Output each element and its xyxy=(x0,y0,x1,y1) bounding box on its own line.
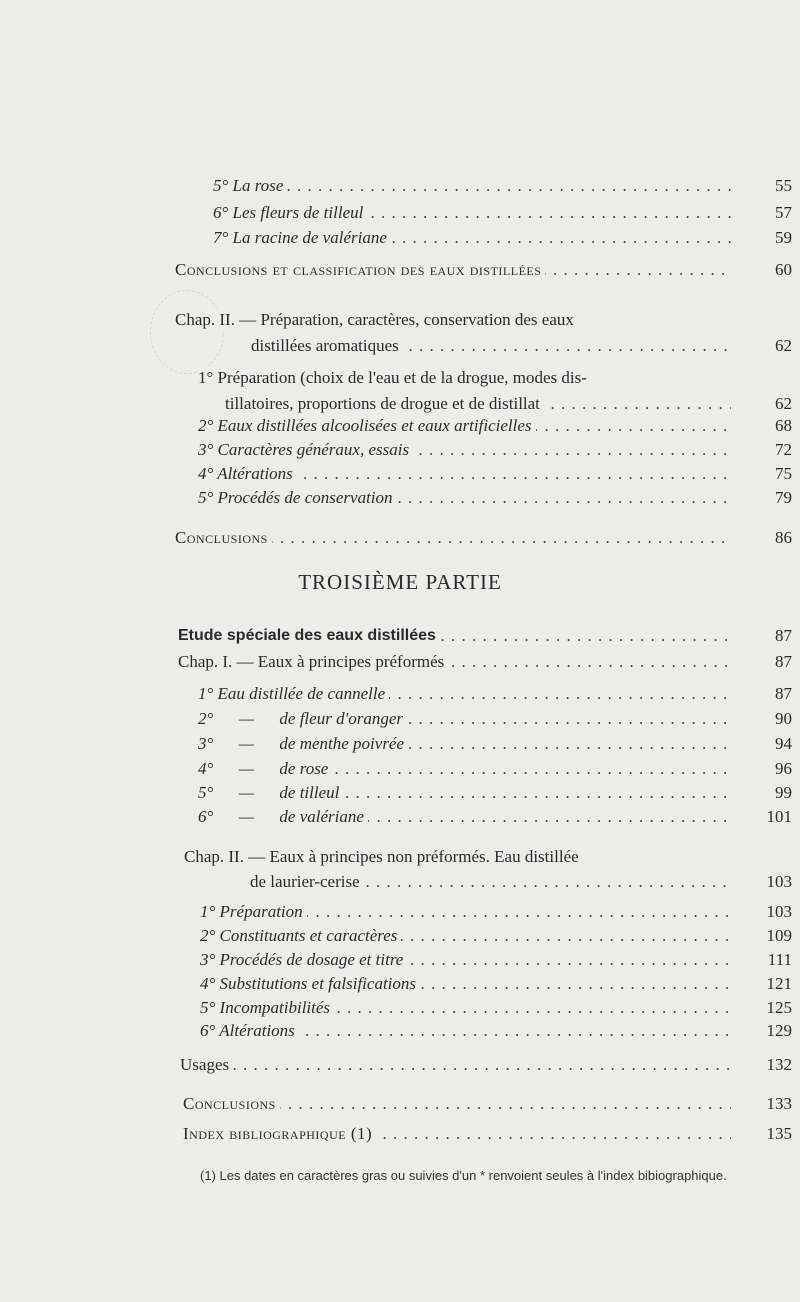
toc-entry-page: 125 xyxy=(766,998,792,1017)
toc-entry xyxy=(0,924,800,948)
toc-entry-page: 94 xyxy=(775,734,792,753)
toc-entry-label: distillées aromatiques xyxy=(251,334,403,358)
toc-entry-label: Index bibliographique (1) xyxy=(183,1122,376,1146)
toc-entry-label: 1° Eau distillée de cannelle xyxy=(198,682,389,706)
toc-entry-label: 3° Procédés de dosage et titre xyxy=(200,948,407,972)
footnote: (1) Les dates en caractères gras ou suivies d'un * renvoient seules à l'index bibiographique. xyxy=(200,1168,727,1183)
toc-entry-page: 99 xyxy=(775,783,792,802)
toc-entry-page: 62 xyxy=(775,336,792,355)
toc-entry xyxy=(0,624,800,648)
toc-entry xyxy=(0,972,800,996)
toc-entry xyxy=(0,392,800,416)
toc-entry xyxy=(0,486,800,510)
toc-entry-page: 121 xyxy=(766,974,792,993)
toc-entry-label: Usages xyxy=(180,1053,233,1077)
toc-entry-label: 1° Préparation xyxy=(200,900,307,924)
toc-entry-label: Conclusions et classification des eaux distillées xyxy=(175,258,545,282)
toc-entry-page: 103 xyxy=(766,872,792,891)
toc-entry-label: Chap. II. — Préparation, caractères, conservation des eaux xyxy=(175,308,578,332)
toc-entry xyxy=(0,366,800,390)
toc-entry xyxy=(0,226,800,250)
toc-entry-page: 101 xyxy=(766,807,792,826)
toc-entry-page: 133 xyxy=(766,1094,792,1113)
toc-entry-page: 86 xyxy=(775,528,792,547)
toc-entry xyxy=(0,174,800,198)
toc-entry-label: 4° Altérations xyxy=(198,462,297,486)
toc-entry xyxy=(0,438,800,462)
toc-entry-page: 87 xyxy=(775,684,792,703)
toc-entry-label: tillatoires, proportions de drogue et de distillat xyxy=(225,392,544,416)
toc-entry-label: Chap. II. — Eaux à principes non préformés. Eau distillée xyxy=(184,845,583,869)
toc-entry-page: 62 xyxy=(775,394,792,413)
toc-entry-page: 57 xyxy=(775,203,792,222)
toc-entry-page: 60 xyxy=(775,260,792,279)
toc-entry xyxy=(0,707,800,731)
toc-entry-label: 2° Constituants et caractères xyxy=(200,924,401,948)
toc-entry-label: 3° — de menthe poivrée xyxy=(198,732,408,756)
toc-entry-label: 2° Eaux distillées alcoolisées et eaux artificielles xyxy=(198,414,536,438)
toc-entry-label: 5° La rose xyxy=(213,174,287,198)
toc-entry-page: 79 xyxy=(775,488,792,507)
toc-entry xyxy=(0,308,800,332)
library-stamp xyxy=(150,290,224,374)
toc-entry-label: Conclusions xyxy=(175,526,272,550)
toc-entry-page: 132 xyxy=(766,1055,792,1074)
toc-entry xyxy=(0,845,800,869)
toc-entry-label: 5° Incompatibilités xyxy=(200,996,334,1020)
leader-dots xyxy=(180,1053,731,1077)
toc-entry xyxy=(0,258,800,282)
toc-entry-page: 109 xyxy=(766,926,792,945)
toc-entry-label: Conclusions xyxy=(183,1092,280,1116)
toc-entry xyxy=(0,732,800,756)
toc-entry xyxy=(0,900,800,924)
toc-entry-page: 87 xyxy=(775,626,792,645)
toc-entry-label: 4° Substitutions et falsifications xyxy=(200,972,420,996)
toc-entry-page: 68 xyxy=(775,416,792,435)
toc-entry xyxy=(0,462,800,486)
toc-entry-label: 7° La racine de valériane xyxy=(213,226,391,250)
toc-entry-label: 3° Caractères généraux, essais xyxy=(198,438,413,462)
toc-entry xyxy=(0,757,800,781)
toc-entry-page: 135 xyxy=(766,1124,792,1143)
toc-entry-page: 96 xyxy=(775,759,792,778)
toc-entry-page: 59 xyxy=(775,228,792,247)
toc-entry-label: 6° — de valériane xyxy=(198,805,368,829)
toc-entry xyxy=(0,870,800,894)
toc-entry-page: 87 xyxy=(775,652,792,671)
toc-entry xyxy=(0,682,800,706)
toc-entry-page: 90 xyxy=(775,709,792,728)
toc-entry xyxy=(0,948,800,972)
toc-entry-page: 75 xyxy=(775,464,792,483)
toc-entry xyxy=(0,414,800,438)
toc-entry-label: 5° Procédés de conservation xyxy=(198,486,397,510)
toc-entry-label: 6° Les fleurs de tilleul xyxy=(213,201,367,225)
toc-entry xyxy=(0,805,800,829)
toc-entry-page: 129 xyxy=(766,1021,792,1040)
toc-entry-label: de laurier-cerise xyxy=(250,870,364,894)
toc-entry xyxy=(0,996,800,1020)
toc-entry-label: Chap. I. — Eaux à principes préformés xyxy=(178,650,448,674)
toc-entry xyxy=(0,526,800,550)
toc-entry xyxy=(0,1092,800,1116)
toc-entry xyxy=(0,1019,800,1043)
toc-entry xyxy=(0,1053,800,1077)
toc-entry xyxy=(0,1122,800,1146)
toc-entry xyxy=(0,650,800,674)
toc-entry-page: 111 xyxy=(767,950,792,969)
toc-entry-label: 1° Préparation (choix de l'eau et de la drogue, modes dis- xyxy=(198,366,591,390)
toc-entry-label: 6° Altérations xyxy=(200,1019,299,1043)
toc-entry-label: Etude spéciale des eaux distillées xyxy=(178,624,440,648)
toc-entry-page: 103 xyxy=(766,902,792,921)
toc-entry-label: 5° — de tilleul xyxy=(198,781,343,805)
toc-entry xyxy=(0,201,800,225)
toc-entry-label: 4° — de rose xyxy=(198,757,332,781)
leader-dots xyxy=(213,174,731,198)
toc-entry-label: 2° — de fleur d'oranger xyxy=(198,707,407,731)
toc-entry xyxy=(0,334,800,358)
part-heading: TROISIÈME PARTIE xyxy=(298,570,502,594)
toc-entry-page: 72 xyxy=(775,440,792,459)
toc-entry-page: 55 xyxy=(775,176,792,195)
toc-entry xyxy=(0,781,800,805)
